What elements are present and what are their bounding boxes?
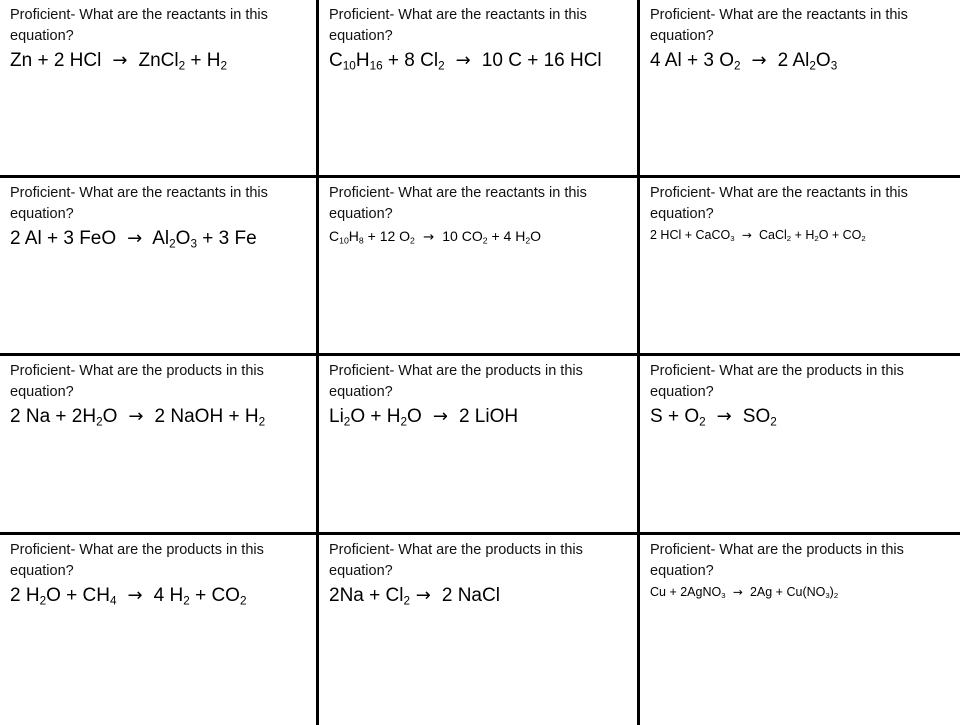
question-card-11	[319, 535, 637, 725]
equation: Zn + 2 HCl → ZnCl$_2$ + $H_2$	[10, 50, 228, 73]
equation: $C_{10}H_8 + 12$ $O_2 \to 10$ $CO_2 + 4$ $H_2O$	[329, 228, 542, 246]
question-card-10	[0, 535, 316, 725]
question-text: Proficient- What are the products in this equation?	[329, 363, 583, 400]
equation: $2Na + Cl_2 \to 2$ NaCl	[329, 585, 500, 608]
question-card-7	[0, 356, 316, 532]
question-text: Proficient- What are the reactants in this equation?	[650, 7, 908, 44]
question-text: Proficient- What are the reactants in this equation?	[650, 185, 908, 222]
equation: 2 $H_2O + CH_4 \to 4$ $H_2 + CO_2$	[10, 585, 247, 608]
equation: $S + O_2 \to SO_2$	[650, 406, 777, 429]
question-card-5	[319, 178, 637, 353]
equation: Cu + 2AgNO$_3$ → $2Ag + Cu(NO_3)_2$	[650, 585, 839, 601]
equation: 2 $Na + 2H_2O \to 2$ NaOH + $H_2$	[10, 406, 266, 429]
question-text: Proficient- What are the products in this equation?	[329, 542, 583, 579]
question-text: Proficient- What are the reactants in this equation?	[10, 185, 268, 222]
question-card-8	[319, 356, 637, 532]
question-text: Proficient- What are the products in this equation?	[10, 542, 264, 579]
question-card-2	[319, 0, 637, 175]
equation: 2 HCl + CaCO$_3$ → CaCl$_2$ + $H_2O + CO_2$	[650, 228, 866, 244]
question-card-4	[0, 178, 316, 353]
equation: 4 Al + 3 $O_2 \to 2$ $Al_2O_3$	[650, 50, 838, 73]
question-text: Proficient- What are the reactants in this equation?	[10, 7, 268, 44]
question-card-9	[640, 356, 960, 532]
question-text: Proficient- What are the products in this equation?	[10, 363, 264, 400]
question-card-1	[0, 0, 316, 175]
question-text: Proficient- What are the products in this equation?	[650, 363, 904, 400]
equation: 2 Al + 3 FeO → $Al_2O_3 + 3$ Fe	[10, 228, 257, 251]
question-text: Proficient- What are the reactants in this equation?	[329, 7, 587, 44]
question-card-6	[640, 178, 960, 353]
question-card-3	[640, 0, 960, 175]
equation: $C_{10}H_{16} + 8$ $Cl_2 \to 10$ C + 16 HCl	[329, 50, 602, 73]
question-text: Proficient- What are the reactants in this equation?	[329, 185, 587, 222]
question-text: Proficient- What are the products in this equation?	[650, 542, 904, 579]
equation: $Li_2O + H_2O \to 2$ LiOH	[329, 406, 519, 429]
question-card-12	[640, 535, 960, 725]
